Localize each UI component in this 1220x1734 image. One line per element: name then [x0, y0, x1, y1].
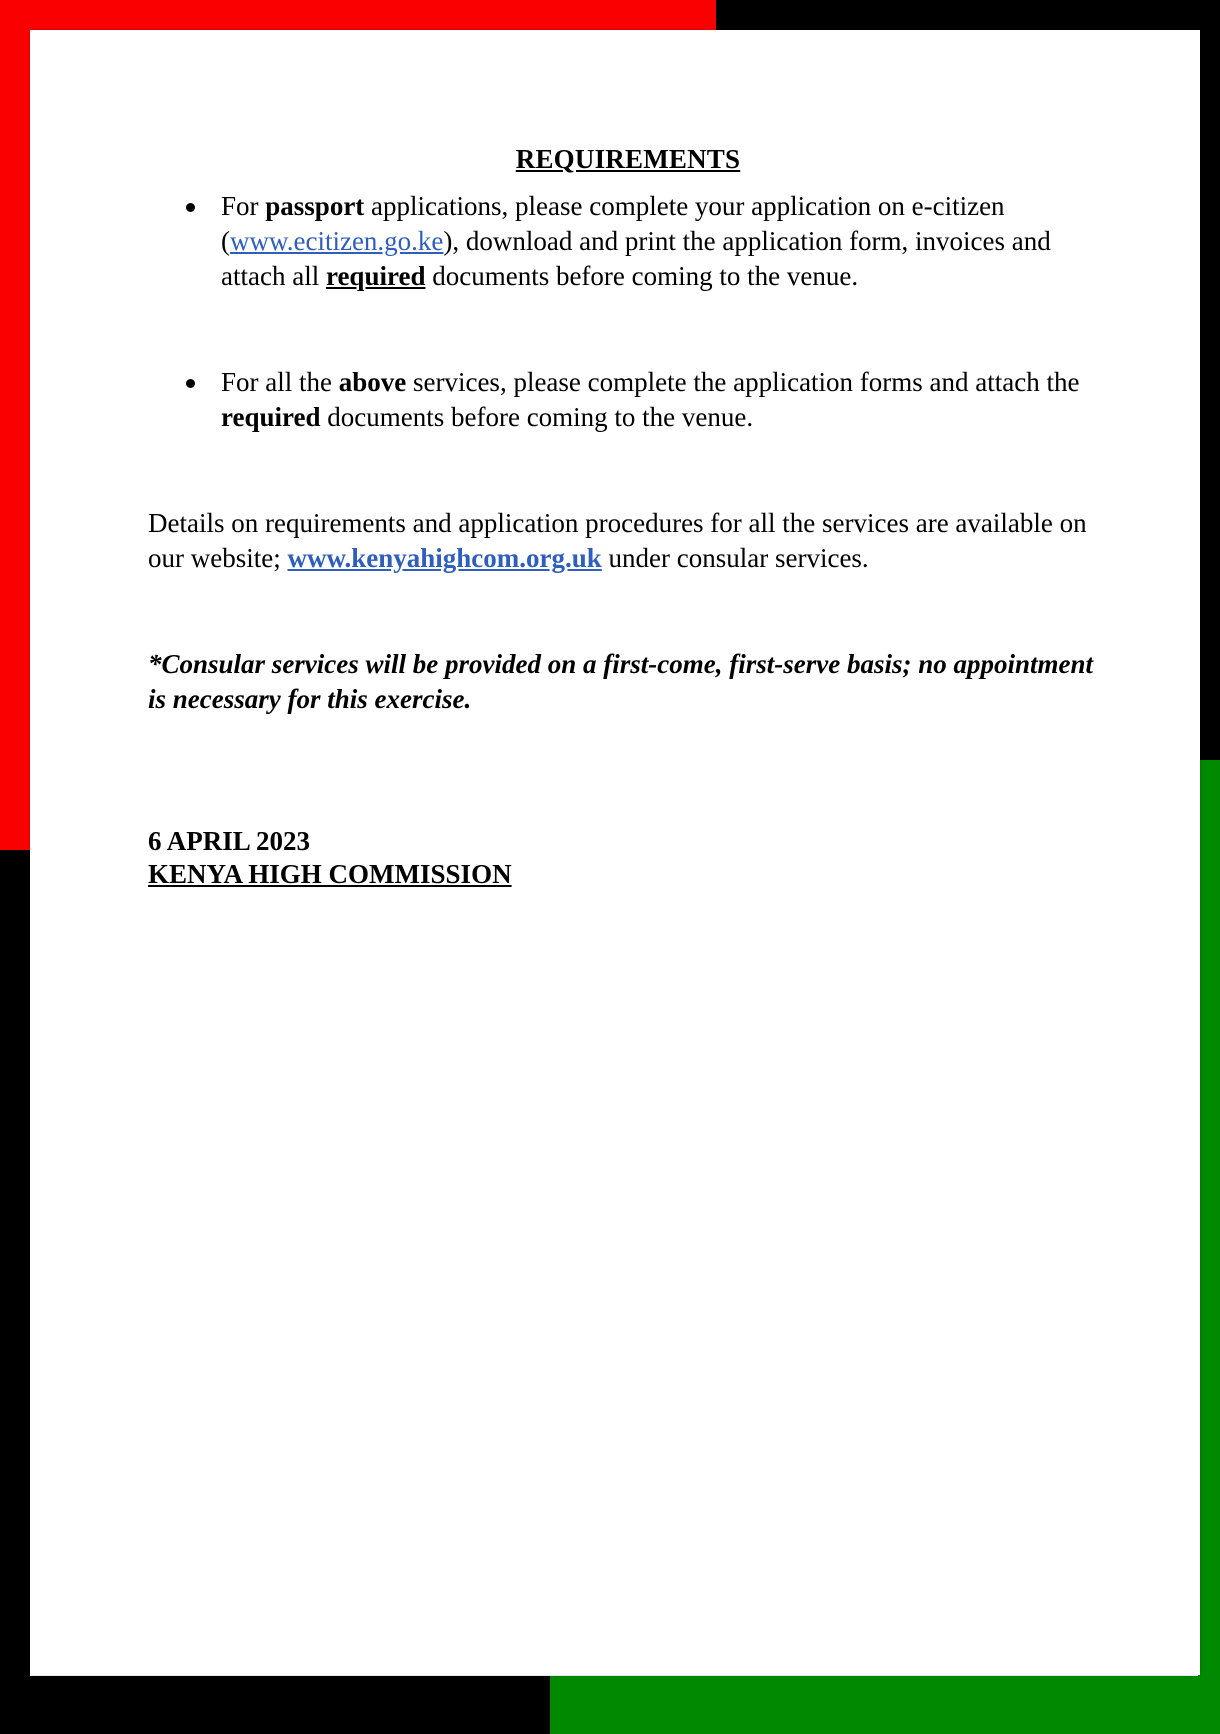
- border-black-bottom: [0, 1676, 560, 1734]
- document-date: 6 APRIL 2023: [148, 826, 311, 856]
- border-green-bottom: [550, 1676, 1220, 1734]
- signature-block: [148, 825, 1108, 891]
- bold-passport: passport: [265, 191, 365, 221]
- border-black-left: [0, 850, 30, 1734]
- consular-note: *Consular services will be provided on a first-come, first-serve basis; no appointment is necessary for this exercise.: [148, 649, 1093, 714]
- requirements-list: [148, 189, 1108, 435]
- ecitizen-link[interactable]: www.ecitizen.go.ke: [230, 226, 444, 256]
- border-black-top: [716, 0, 1220, 32]
- bullet-icon: [186, 379, 195, 388]
- organization-name: KENYA HIGH COMMISSION: [148, 859, 512, 889]
- bold-above: above: [338, 367, 407, 397]
- border-black-right: [1200, 0, 1220, 770]
- details-paragraph: Details on requirements and application procedures for all the services are available on our website; www.kenyahighcom.org.uk under consular services.: [148, 508, 1087, 573]
- requirement-item-services: For all the above services, please complete the application forms and attach the required documents before coming to the venue.: [148, 365, 1108, 435]
- border-green-right: [1198, 760, 1220, 1734]
- document-page: [30, 30, 1200, 1675]
- bold-required: required: [325, 261, 426, 291]
- bullet-icon: [186, 203, 195, 212]
- document-content: [148, 142, 1108, 891]
- bold-required-2: required: [221, 402, 321, 432]
- requirement-item-passport: For passport applications, please complete your application on e-citizen (www.ecitizen.go.ke), download and print the application form, invoices and attach all required documents before coming to the venue.: [148, 189, 1108, 294]
- kenyahighcom-link[interactable]: www.kenyahighcom.org.uk: [287, 543, 602, 573]
- requirements-heading: REQUIREMENTS: [515, 144, 741, 174]
